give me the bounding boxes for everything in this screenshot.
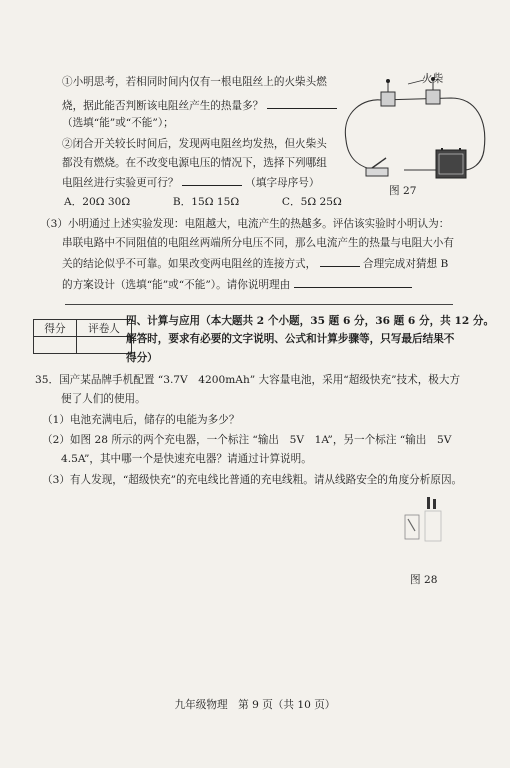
figure-28-caption: 图 28 [410,574,438,586]
q34-part3-reason-line[interactable] [65,304,453,305]
q34-item2-line2: 都没有燃烧。在不改变电源电压的情况下，选择下列哪组 [62,157,327,169]
score-cell[interactable] [34,337,77,354]
q34-item1-answer-blank[interactable] [267,98,337,109]
option-a: A．20Ω 30Ω [64,196,131,208]
q34-part3-line4 [62,277,412,292]
q35-line1: 35．国产某品牌手机配置 “3.7V 4200mAh” 大容量电池，采用“超级快充”技术，极大方 [35,374,461,386]
grader-cell[interactable] [77,337,132,354]
q34-item1-line2 [62,98,337,113]
figure-27-label-match: 火柴 [422,73,444,85]
q34-options [64,195,342,209]
q34-item2-hint: （填字母序号） [245,177,320,189]
q35-sub2-line1: （2）如图 28 所示的两个充电器，一个标注 “输出 5V 1A”，另一个标注 “输出 5V [42,434,452,446]
figure-27-circuit-diagram [336,70,491,190]
score-label: 得分 [34,320,77,337]
q34-part3-line2: 串联电路中不同阻值的电阻丝两端所分电压不同，那么电流产生的热量与电阻大小有 [62,237,454,249]
q35-line2: 便了人们的使用。 [61,393,146,405]
q34-item2-line3-text: 电阻丝进行实验更可行？ [62,177,179,189]
q34-item1-line3: （选填“能”或“不能”）； [62,117,174,129]
option-b: B．15Ω 15Ω [172,196,240,208]
q34-item1-line1: ①小明思考，若相同时间内仅有一根电阻丝上的火柴头燃 [62,76,327,88]
q34-part3-line3-text: 关的结论似乎不可靠。如果改变两电阻丝的连接方式， [62,258,317,270]
option-c: C．5Ω 25Ω [281,196,342,208]
figure-28-chargers [395,495,455,550]
q34-item1-line2-text: 烧，据此能否判断该电阻丝产生的热量多？ [62,100,264,112]
q34-part3-answer-blank[interactable] [320,256,360,267]
q35-sub3: （3）有人发现，“超级快充”的充电线比普通的充电线粗。请从线路安全的角度分析原因。 [42,474,463,486]
q34-item2-answer-blank[interactable] [182,175,242,186]
q34-item2-line3 [62,175,319,190]
q35-sub2-line2: 4.5A”，其中哪一个是快速充电器？请通过计算说明。 [61,453,312,465]
page-footer: 九年级物理 第 9 页（共 10 页） [174,699,336,711]
q34-part3-line1: （3）小明通过上述实验发现：电阻越大，电流产生的热越多。评估该实验时小明认为： [40,218,450,230]
q35-sub1: （1）电池充满电后，储存的电能为多少？ [42,414,240,426]
q34-item2-line1: ②闭合开关较长时间后，发现两电阻丝均发热，但火柴头 [62,138,327,150]
q34-part3-line3-end: 合理完成对猜想 B [363,258,449,270]
q34-part3-reason-blank[interactable] [294,277,412,288]
score-box [33,319,132,354]
q34-part3-line3 [62,256,448,271]
section4-line1: 四、计算与应用（本大题共 2 个小题，35 题 6 分，36 题 6 分，共 12 分。 [126,315,495,327]
grader-label: 评卷人 [77,320,132,337]
figure-27-caption: 图 27 [389,185,417,197]
section4-line2: 解答时，要求有必要的文字说明、公式和计算步骤等，只写最后结果不 [126,333,455,345]
q34-part3-line4-text: 的方案设计（选填“能”或“不能”）。请你说明理由 [62,279,291,291]
section4-line3: 得分） [126,352,158,364]
